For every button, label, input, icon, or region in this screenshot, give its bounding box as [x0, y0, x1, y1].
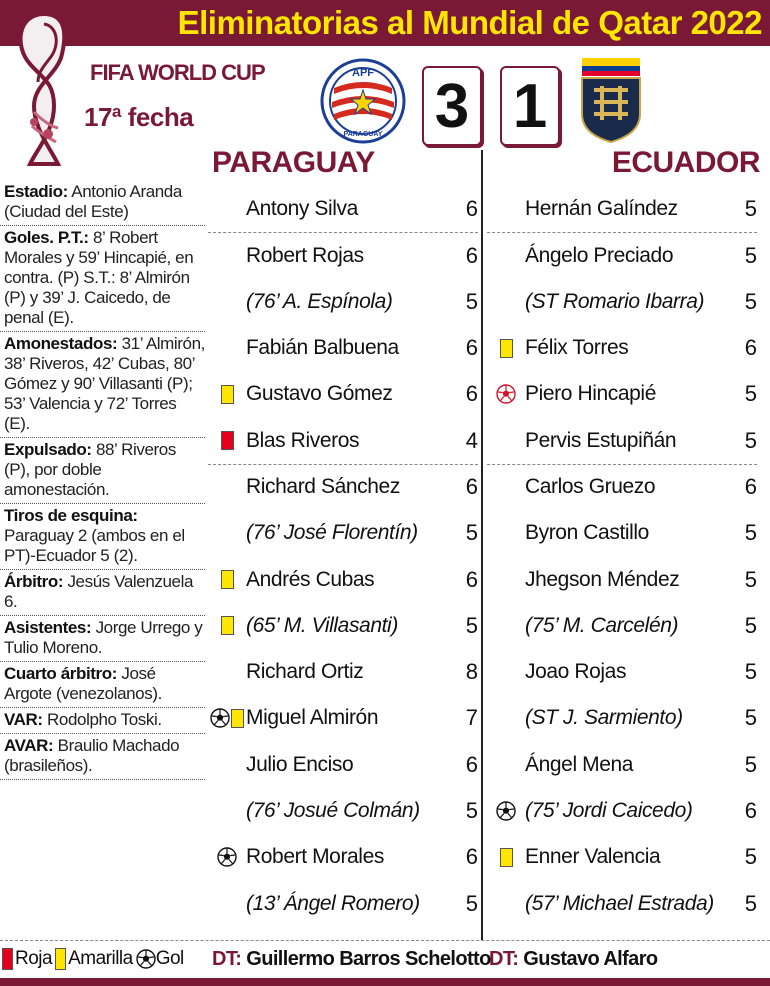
player-name: Julio Enciso [246, 752, 354, 776]
player-name: Ángel Mena [525, 752, 634, 776]
crest-subtext: PARAGUAY [343, 131, 383, 138]
info-block [0, 180, 205, 226]
player-icons [208, 431, 246, 450]
away-coach-label: DT: [489, 948, 519, 970]
player-icons [487, 339, 525, 358]
player-rating: 5 [465, 798, 478, 823]
player-row [208, 742, 478, 788]
page-title: Eliminatorias al Mundial de Qatar 2022 [177, 4, 762, 41]
player-name: Gustavo Gómez [246, 382, 393, 406]
player-rating: 6 [465, 381, 478, 407]
info-block [0, 332, 205, 438]
player-name: Fabián Balbuena [246, 336, 399, 360]
yellow-card-icon [500, 339, 513, 358]
player-icons [487, 848, 525, 867]
player-rating: 6 [744, 474, 757, 500]
home-coach-label: DT: [212, 948, 242, 970]
yellow-card-icon [55, 948, 66, 970]
home-coach-name: Guillermo Barros Schelotto [246, 948, 491, 970]
info-text: Jorge Urrego y Tulio Moreno. [4, 618, 203, 657]
substitute-name: (57’ Michael Estrada) [525, 891, 714, 915]
info-text: Jesús Valenzuela 6. [4, 572, 194, 611]
substitute-name: (75’ Jordi Caicedo) [525, 799, 693, 822]
player-name: Robert Rojas [246, 243, 364, 267]
info-text: Braulio Machado (brasileños). [4, 736, 180, 775]
info-text: Paraguay 2 (ambos en el PT)-Ecuador 5 (2). [4, 526, 185, 565]
player-rating: 5 [744, 381, 757, 407]
player-row [208, 279, 478, 325]
player-rating: 5 [744, 751, 757, 777]
substitute-name: (76’ A. Espínola) [246, 289, 393, 313]
home-roster [208, 186, 478, 927]
player-row [208, 464, 478, 510]
player-name: Richard Sánchez [246, 475, 400, 499]
legend-yellow-label: Amarilla [68, 948, 133, 969]
player-name: Byron Castillo [525, 521, 649, 545]
player-rating: 5 [744, 566, 757, 592]
player-rating: 5 [744, 242, 757, 268]
ecuador-crest-icon [578, 56, 644, 144]
player-row [487, 742, 757, 788]
substitute-name: (75’ M. Carcelén) [525, 613, 679, 637]
match-info [0, 180, 205, 780]
player-row [487, 371, 757, 417]
player-icons [208, 570, 246, 589]
player-icons [487, 801, 525, 821]
paraguay-crest-icon [320, 58, 406, 144]
info-text: 31’ Almirón, 38’ Riveros, 42’ Cubas, 80’ Gómez y 90’ Villasanti (P); 53’ Valencia y 72’ Torres (E). [4, 334, 205, 433]
player-rating: 6 [744, 798, 757, 823]
legend-yellow [55, 948, 133, 970]
player-row [208, 788, 478, 834]
goal-icon [210, 708, 230, 728]
player-rating: 5 [744, 288, 757, 314]
info-label: AVAR: [4, 736, 54, 755]
player-name: Richard Ortiz [246, 660, 364, 684]
player-rating: 5 [465, 520, 478, 546]
info-block [0, 734, 205, 780]
player-rating: 6 [465, 242, 478, 268]
player-row [208, 232, 478, 278]
away-score: 1 [500, 66, 560, 146]
player-icons [208, 616, 246, 635]
competition-name: FIFA WORLD CUP [90, 60, 265, 85]
info-label: Amonestados: [4, 334, 118, 353]
player-name: Andrés Cubas [246, 567, 375, 591]
yellow-card-icon [500, 848, 513, 867]
player-rating: 6 [465, 335, 478, 361]
goal-icon [496, 801, 516, 821]
player-row [487, 695, 757, 741]
goal-icon [217, 847, 237, 867]
crest-text: APF [352, 67, 374, 79]
info-block [0, 570, 205, 616]
substitute-name: (ST J. Sarmiento) [525, 706, 683, 730]
player-row [487, 417, 757, 463]
player-name: Miguel Almirón [246, 706, 379, 730]
player-name: Piero Hincapié [525, 382, 656, 406]
player-name: Antony Silva [246, 197, 358, 221]
player-rating: 5 [744, 196, 757, 222]
home-team-name: PARAGUAY [212, 146, 375, 179]
info-block [0, 708, 205, 734]
player-row [487, 186, 757, 232]
player-rating: 5 [744, 520, 757, 546]
round-label: 17ª fecha [84, 102, 194, 132]
world-cup-emblem-icon [4, 2, 84, 182]
column-divider [481, 150, 483, 940]
player-row [487, 279, 757, 325]
player-rating: 6 [465, 751, 478, 777]
player-name: Félix Torres [525, 336, 629, 360]
player-row [487, 834, 757, 880]
info-text: Rodolpho Toski. [42, 710, 162, 729]
player-icons [208, 847, 246, 867]
player-rating: 5 [744, 612, 757, 638]
player-name: Blas Riveros [246, 428, 360, 452]
player-rating: 5 [465, 612, 478, 638]
info-label: Tiros de esquina: [4, 506, 138, 525]
legend-red-label: Roja [15, 948, 53, 969]
player-row [208, 510, 478, 556]
away-coach [489, 948, 658, 971]
player-name: Robert Morales [246, 845, 384, 869]
player-row [208, 371, 478, 417]
info-block [0, 226, 205, 332]
player-row [487, 232, 757, 278]
player-name: Hernán Galíndez [525, 197, 678, 221]
yellow-card-icon [221, 385, 234, 404]
player-rating: 4 [465, 427, 478, 453]
player-rating: 5 [744, 659, 757, 685]
player-rating: 6 [465, 844, 478, 870]
player-row [208, 834, 478, 880]
player-row [208, 695, 478, 741]
legend [2, 948, 187, 970]
player-row [208, 880, 478, 926]
player-row [208, 417, 478, 463]
player-row [487, 788, 757, 834]
info-label: Cuarto árbitro: [4, 664, 118, 683]
player-rating: 5 [465, 288, 478, 314]
bottom-band [0, 978, 770, 986]
player-name: Pervis Estupiñán [525, 428, 677, 452]
info-label: Estadio: [4, 182, 68, 201]
player-rating: 6 [465, 474, 478, 500]
player-name: Jhegson Méndez [525, 567, 680, 591]
player-row [487, 325, 757, 371]
player-row [487, 464, 757, 510]
player-name: Enner Valencia [525, 845, 661, 869]
player-rating: 8 [465, 659, 478, 685]
player-row [487, 556, 757, 602]
player-row [208, 649, 478, 695]
away-roster [487, 186, 757, 927]
player-icons [487, 384, 525, 404]
info-text: Antonio Aranda (Ciudad del Este) [4, 182, 182, 221]
info-label: Árbitro: [4, 572, 64, 591]
player-icons [208, 708, 246, 728]
info-label: Goles. P.T.: [4, 228, 89, 247]
info-label: Asistentes: [4, 618, 92, 637]
soccer-ball-icon [136, 949, 156, 969]
player-rating: 5 [465, 890, 478, 916]
info-label: VAR: [4, 710, 43, 729]
away-team-name: ECUADOR [611, 146, 760, 179]
legend-red [2, 948, 52, 970]
substitute-name: (76’ José Florentín) [246, 521, 418, 545]
player-row [487, 649, 757, 695]
red-card-icon [221, 431, 234, 450]
red-card-icon [2, 948, 13, 970]
player-name: Joao Rojas [525, 660, 627, 684]
yellow-card-icon [221, 570, 234, 589]
info-text: José Argote (venezolanos). [4, 664, 162, 703]
legend-goal [136, 948, 184, 970]
player-rating: 7 [465, 705, 478, 731]
header [0, 0, 770, 179]
player-row [208, 186, 478, 232]
info-block [0, 662, 205, 708]
player-rating: 5 [744, 427, 757, 453]
player-row [208, 556, 478, 602]
home-score: 3 [422, 66, 482, 146]
own-goal-icon [496, 384, 516, 404]
away-coach-name: Gustavo Alfaro [523, 948, 658, 970]
legend-goal-label: Gol [155, 948, 184, 969]
player-icons [208, 385, 246, 404]
player-name: Ángelo Preciado [525, 243, 674, 267]
player-rating: 5 [744, 890, 757, 916]
player-row [487, 603, 757, 649]
player-row [487, 880, 757, 926]
player-name: Carlos Gruezo [525, 475, 656, 499]
player-row [208, 603, 478, 649]
home-coach [212, 948, 491, 971]
player-row [487, 510, 757, 556]
player-rating: 6 [744, 335, 757, 361]
yellow-card-icon [231, 709, 244, 728]
player-rating: 6 [465, 566, 478, 592]
info-label: Expulsado: [4, 440, 92, 459]
info-text: 88’ Riveros (P), por doble amonestación. [4, 440, 176, 499]
player-row [208, 325, 478, 371]
info-block [0, 504, 205, 570]
player-rating: 5 [744, 844, 757, 870]
player-rating: 5 [744, 705, 757, 731]
info-text: 8’ Robert Morales y 59’ Hincapié, en contra. (P) S.T.: 8’ Almirón (P) y 39’ J. Caicedo, de penal (E). [4, 228, 194, 327]
footer-divider [0, 940, 770, 941]
player-rating: 6 [465, 196, 478, 222]
substitute-name: (ST Romario Ibarra) [525, 289, 705, 313]
info-block [0, 438, 205, 504]
substitute-name: (76’ Josué Colmán) [246, 799, 420, 822]
info-block [0, 616, 205, 662]
yellow-card-icon [221, 616, 234, 635]
substitute-name: (13’ Ángel Romero) [246, 891, 420, 915]
substitute-name: (65’ M. Villasanti) [246, 613, 398, 637]
